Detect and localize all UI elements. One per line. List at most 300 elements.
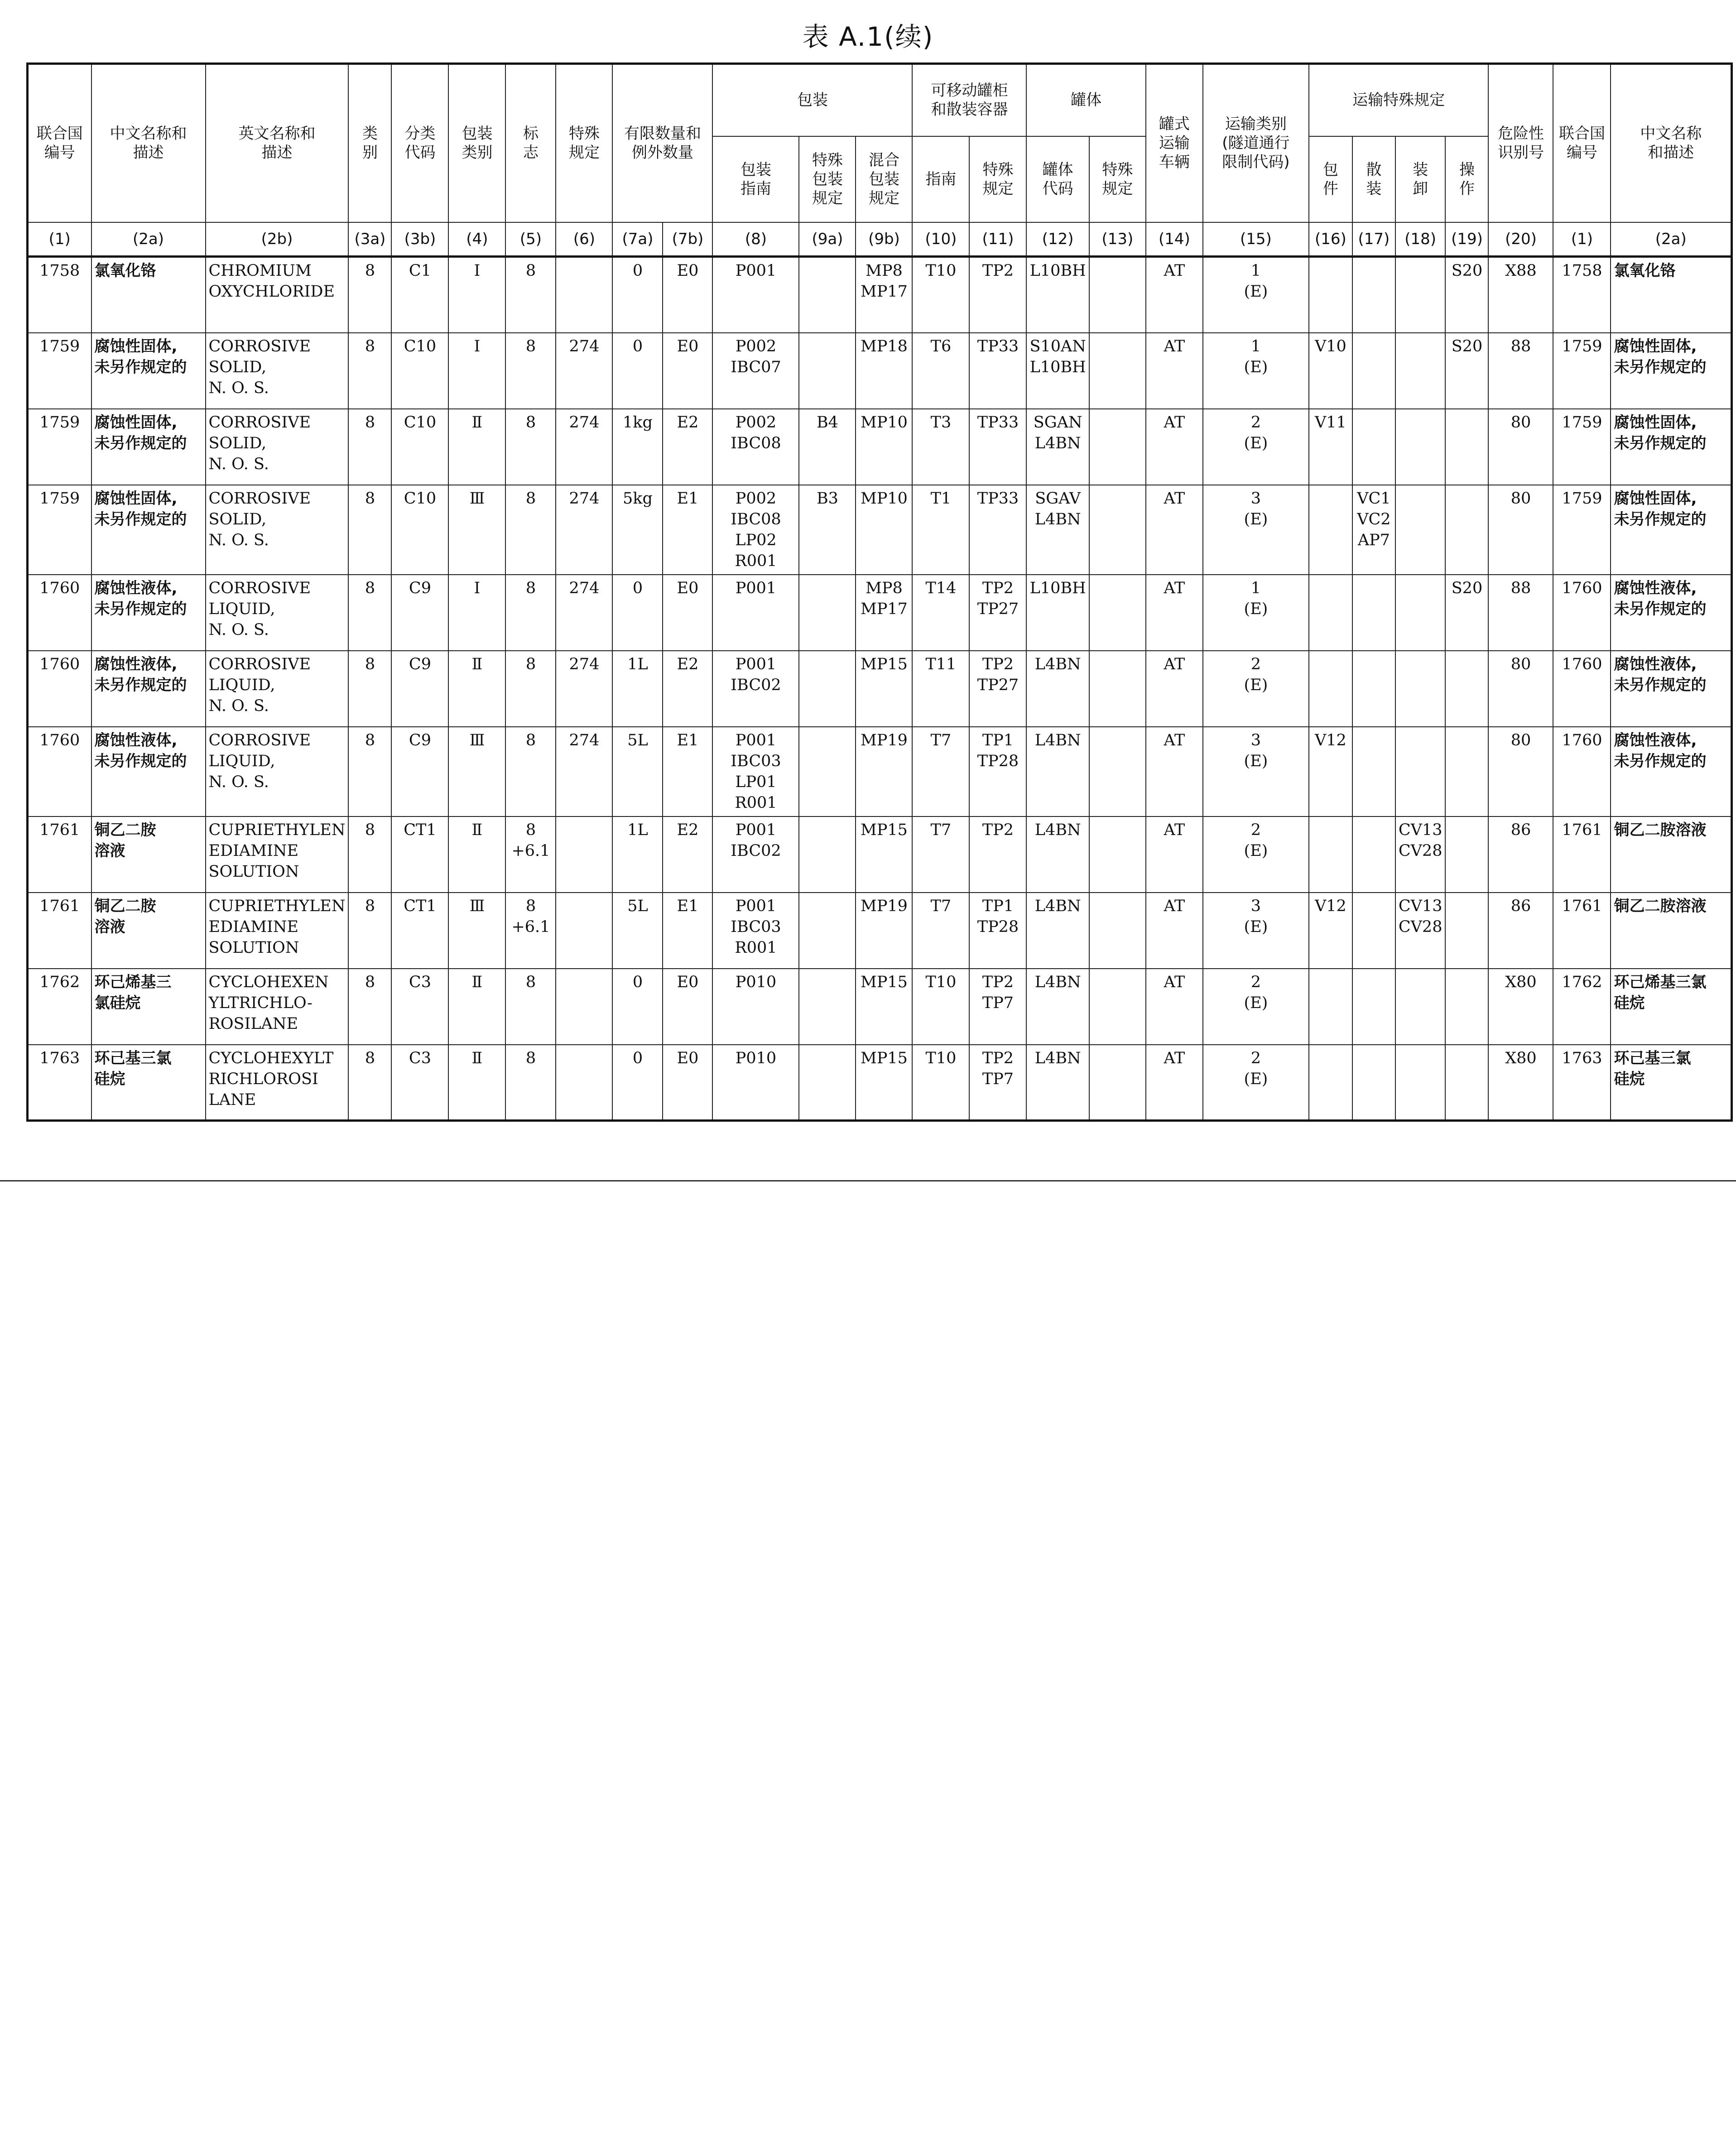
- table-cell: 80: [1488, 485, 1553, 575]
- table-cell: 80: [1488, 409, 1553, 485]
- table-cell: MP15: [856, 816, 912, 893]
- table-cell: 1761: [1553, 816, 1611, 893]
- table-cell: 3 (E): [1203, 727, 1309, 816]
- table-row: [28, 969, 1732, 1045]
- header-operation: 操 作: [1445, 136, 1488, 222]
- table-cell: 0: [612, 969, 663, 1045]
- table-cell: X80: [1488, 1045, 1553, 1121]
- table-cell: [799, 893, 856, 969]
- table-cell: [1395, 651, 1446, 727]
- table-cell: 88: [1488, 575, 1553, 651]
- table-cell: I: [448, 333, 505, 409]
- column-number: (1): [28, 222, 91, 257]
- table-cell: Ⅲ: [448, 893, 505, 969]
- table-cell: P002 IBC07: [712, 333, 799, 409]
- header-packing-group: 包装 类别: [448, 64, 505, 222]
- column-number: (8): [712, 222, 799, 257]
- table-cell: L4BN: [1026, 816, 1089, 893]
- table-cell: 8 +6.1: [505, 816, 556, 893]
- table-cell: [1352, 969, 1395, 1045]
- table-cell: [1395, 1045, 1446, 1121]
- table-cell: T7: [912, 727, 969, 816]
- table-cell: AT: [1146, 651, 1203, 727]
- table-cell: C10: [391, 485, 448, 575]
- table-cell: P001: [712, 257, 799, 333]
- table-cell: [556, 1045, 612, 1121]
- table-cell: I: [448, 575, 505, 651]
- table-cell: 3 (E): [1203, 893, 1309, 969]
- table-cell: 1759: [28, 485, 91, 575]
- table-cell: CT1: [391, 816, 448, 893]
- table-cell: 88: [1488, 333, 1553, 409]
- table-cell: 铜乙二胺 溶液: [91, 893, 206, 969]
- table-cell: 274: [556, 575, 612, 651]
- table-cell: [1395, 727, 1446, 816]
- table-cell: P001 IBC03 LP01 R001: [712, 727, 799, 816]
- table-cell: 1759: [28, 409, 91, 485]
- table-cell: CORROSIVE LIQUID, N. O. S.: [206, 727, 349, 816]
- dangerous-goods-table: [26, 62, 1733, 1122]
- table-cell: [1445, 893, 1488, 969]
- table-cell: 1760: [28, 651, 91, 727]
- table-cell: 8: [505, 727, 556, 816]
- table-cell: 5L: [612, 727, 663, 816]
- table-cell: T10: [912, 257, 969, 333]
- table-cell: 腐蚀性液体, 未另作规定的: [91, 651, 206, 727]
- table-cell: I: [448, 257, 505, 333]
- table-cell: 86: [1488, 893, 1553, 969]
- table-cell: TP33: [969, 485, 1026, 575]
- table-cell: [799, 333, 856, 409]
- table-cell: X80: [1488, 969, 1553, 1045]
- table-cell: E1: [663, 485, 712, 575]
- table-cell: C9: [391, 727, 448, 816]
- table-cell: V11: [1309, 409, 1352, 485]
- table-cell: 2 (E): [1203, 1045, 1309, 1121]
- column-number: (19): [1445, 222, 1488, 257]
- table-cell: [1445, 651, 1488, 727]
- table-cell: [1445, 727, 1488, 816]
- header-portable-tanks: 可移动罐柜 和散装容器: [912, 64, 1026, 136]
- table-row: [28, 651, 1732, 727]
- table-cell: 1762: [1553, 969, 1611, 1045]
- table-cell: CORROSIVE SOLID, N. O. S.: [206, 485, 349, 575]
- column-number: (13): [1089, 222, 1146, 257]
- header-un-no: 联合国 编号: [28, 64, 91, 222]
- table-cell: [1089, 333, 1146, 409]
- table-cell: P010: [712, 1045, 799, 1121]
- table-cell: 2 (E): [1203, 969, 1309, 1045]
- column-number: (3b): [391, 222, 448, 257]
- table-cell: 氯氧化铬: [1611, 257, 1731, 333]
- table-cell: MP8 MP17: [856, 257, 912, 333]
- table-cell: CORROSIVE SOLID, N. O. S.: [206, 409, 349, 485]
- header-labels: 标 志: [505, 64, 556, 222]
- header-class-code: 分类 代码: [391, 64, 448, 222]
- table-cell: [1352, 893, 1395, 969]
- table-cell: [556, 257, 612, 333]
- table-cell: 80: [1488, 727, 1553, 816]
- table-cell: C3: [391, 969, 448, 1045]
- table-cell: 274: [556, 409, 612, 485]
- table-cell: S20: [1445, 333, 1488, 409]
- table-cell: 8: [348, 409, 391, 485]
- table-cell: [1089, 1045, 1146, 1121]
- table-cell: [1309, 816, 1352, 893]
- table-cell: TP2 TP7: [969, 969, 1026, 1045]
- table-cell: [799, 651, 856, 727]
- table-cell: TP2 TP27: [969, 575, 1026, 651]
- table-cell: 5kg: [612, 485, 663, 575]
- table-body: [28, 257, 1732, 1121]
- table-cell: Ⅲ: [448, 727, 505, 816]
- table-cell: 1759: [28, 333, 91, 409]
- table-cell: T7: [912, 893, 969, 969]
- column-number: (12): [1026, 222, 1089, 257]
- table-cell: TP33: [969, 333, 1026, 409]
- table-cell: [1309, 651, 1352, 727]
- header-special-transport: 运输特殊规定: [1309, 64, 1489, 136]
- table-cell: 1 (E): [1203, 575, 1309, 651]
- table-cell: 1758: [28, 257, 91, 333]
- column-number: (15): [1203, 222, 1309, 257]
- table-cell: E2: [663, 816, 712, 893]
- table-cell: [1089, 575, 1146, 651]
- table-cell: L4BN: [1026, 1045, 1089, 1121]
- table-cell: 8: [505, 1045, 556, 1121]
- table-cell: 8: [348, 575, 391, 651]
- header-transport-category: 运输类别 (隧道通行 限制代码): [1203, 64, 1309, 222]
- table-cell: 腐蚀性液体, 未另作规定的: [1611, 575, 1731, 651]
- table-cell: [1445, 409, 1488, 485]
- table-cell: 8: [505, 575, 556, 651]
- table-cell: CUPRIETHYLEN EDIAMINE SOLUTION: [206, 893, 349, 969]
- table-cell: [1309, 485, 1352, 575]
- header-pack-instructions: 包装 指南: [712, 136, 799, 222]
- table-cell: 0: [612, 575, 663, 651]
- table-cell: C10: [391, 409, 448, 485]
- table-cell: MP15: [856, 969, 912, 1045]
- table-cell: TP2 TP27: [969, 651, 1026, 727]
- table-cell: 8: [348, 727, 391, 816]
- table-cell: T11: [912, 651, 969, 727]
- table-cell: [1089, 409, 1146, 485]
- header-special-packing: 特殊 包装 规定: [799, 136, 856, 222]
- table-cell: CT1: [391, 893, 448, 969]
- table-row: [28, 485, 1732, 575]
- table-cell: 1761: [1553, 893, 1611, 969]
- table-cell: 274: [556, 333, 612, 409]
- header-bulk: 散 装: [1352, 136, 1395, 222]
- table-cell: 274: [556, 727, 612, 816]
- table-cell: E0: [663, 257, 712, 333]
- table-cell: C9: [391, 651, 448, 727]
- table-cell: S20: [1445, 257, 1488, 333]
- table-cell: [1089, 727, 1146, 816]
- table-cell: [1309, 575, 1352, 651]
- table-cell: 腐蚀性固体, 未另作规定的: [1611, 485, 1731, 575]
- header-tanks: 罐体: [1026, 64, 1145, 136]
- table-cell: P001 IBC03 R001: [712, 893, 799, 969]
- header-hazard-id: 危险性 识别号: [1488, 64, 1553, 222]
- table-cell: Ⅱ: [448, 816, 505, 893]
- table-cell: CUPRIETHYLEN EDIAMINE SOLUTION: [206, 816, 349, 893]
- table-cell: L4BN: [1026, 727, 1089, 816]
- table-cell: 腐蚀性固体, 未另作规定的: [1611, 409, 1731, 485]
- table-cell: E0: [663, 333, 712, 409]
- table-cell: B4: [799, 409, 856, 485]
- table-cell: AT: [1146, 333, 1203, 409]
- table-cell: P002 IBC08 LP02 R001: [712, 485, 799, 575]
- table-cell: 8: [348, 969, 391, 1045]
- table-cell: 1759: [1553, 485, 1611, 575]
- table-cell: CORROSIVE SOLID, N. O. S.: [206, 333, 349, 409]
- table-cell: CHROMIUM OXYCHLORIDE: [206, 257, 349, 333]
- table-cell: 腐蚀性液体, 未另作规定的: [91, 575, 206, 651]
- table-cell: TP2: [969, 257, 1026, 333]
- table-cell: [1352, 409, 1395, 485]
- table-cell: CV13 CV28: [1395, 893, 1446, 969]
- table-cell: E2: [663, 651, 712, 727]
- table-cell: CV13 CV28: [1395, 816, 1446, 893]
- table-cell: 铜乙二胺溶液: [1611, 893, 1731, 969]
- table-cell: [1352, 816, 1395, 893]
- table-cell: 腐蚀性固体, 未另作规定的: [1611, 333, 1731, 409]
- table-cell: [799, 816, 856, 893]
- table-cell: MP8 MP17: [856, 575, 912, 651]
- table-cell: [1445, 1045, 1488, 1121]
- table-cell: Ⅲ: [448, 485, 505, 575]
- table-cell: [556, 969, 612, 1045]
- table-cell: 8: [348, 816, 391, 893]
- table-cell: P010: [712, 969, 799, 1045]
- table-cell: 8: [505, 485, 556, 575]
- table-cell: 5L: [612, 893, 663, 969]
- table-cell: [1089, 893, 1146, 969]
- table-cell: [1089, 651, 1146, 727]
- table-cell: 8: [505, 651, 556, 727]
- table-cell: 8: [348, 485, 391, 575]
- table-cell: T1: [912, 485, 969, 575]
- header-class: 类 别: [348, 64, 391, 222]
- table-cell: 1 (E): [1203, 257, 1309, 333]
- table-cell: 274: [556, 485, 612, 575]
- table-cell: 1760: [28, 727, 91, 816]
- table-row: [28, 333, 1732, 409]
- table-cell: P001: [712, 575, 799, 651]
- table-cell: 274: [556, 651, 612, 727]
- table-cell: T14: [912, 575, 969, 651]
- dangerous-goods-table-wrapper: [26, 62, 1733, 1122]
- table-cell: 8: [505, 409, 556, 485]
- table-cell: [1395, 409, 1446, 485]
- table-cell: 2 (E): [1203, 409, 1309, 485]
- table-cell: 8: [348, 257, 391, 333]
- table-cell: TP1 TP28: [969, 727, 1026, 816]
- table-cell: 8: [348, 1045, 391, 1121]
- table-cell: [1445, 485, 1488, 575]
- table-cell: 腐蚀性固体, 未另作规定的: [91, 409, 206, 485]
- column-number: (14): [1146, 222, 1203, 257]
- header-tank-code: 罐体 代码: [1026, 136, 1089, 222]
- table-cell: [799, 1045, 856, 1121]
- table-cell: 铜乙二胺 溶液: [91, 816, 206, 893]
- table-cell: E0: [663, 1045, 712, 1121]
- table-title: 表 A.1(续): [802, 21, 934, 52]
- table-cell: 环己烯基三 氯硅烷: [91, 969, 206, 1045]
- table-cell: 80: [1488, 651, 1553, 727]
- table-cell: MP15: [856, 1045, 912, 1121]
- table-cell: [1352, 651, 1395, 727]
- table-cell: V10: [1309, 333, 1352, 409]
- header-limited-quantity: 有限数量和 例外数量: [612, 64, 712, 222]
- table-cell: TP33: [969, 409, 1026, 485]
- table-cell: 腐蚀性液体, 未另作规定的: [1611, 651, 1731, 727]
- table-row: [28, 257, 1732, 333]
- table-cell: [1089, 816, 1146, 893]
- table-cell: 腐蚀性固体, 未另作规定的: [91, 333, 206, 409]
- table-cell: [1309, 257, 1352, 333]
- table-cell: MP15: [856, 651, 912, 727]
- table-cell: 2 (E): [1203, 651, 1309, 727]
- table-cell: AT: [1146, 969, 1203, 1045]
- table-cell: 0: [612, 1045, 663, 1121]
- table-cell: 8: [348, 333, 391, 409]
- header-mixed-packing: 混合 包装 规定: [856, 136, 912, 222]
- column-number: (9b): [856, 222, 912, 257]
- table-cell: AT: [1146, 257, 1203, 333]
- table-cell: AT: [1146, 1045, 1203, 1121]
- table-cell: SGAV L4BN: [1026, 485, 1089, 575]
- column-number: (17): [1352, 222, 1395, 257]
- table-cell: [799, 727, 856, 816]
- table-cell: B3: [799, 485, 856, 575]
- table-cell: TP2 TP7: [969, 1045, 1026, 1121]
- table-cell: [1309, 1045, 1352, 1121]
- table-cell: [1352, 575, 1395, 651]
- table-cell: L4BN: [1026, 651, 1089, 727]
- table-cell: 1760: [1553, 651, 1611, 727]
- table-cell: 8: [505, 333, 556, 409]
- table-cell: 环己基三氯 硅烷: [91, 1045, 206, 1121]
- table-cell: 环己烯基三氯 硅烷: [1611, 969, 1731, 1045]
- table-cell: P002 IBC08: [712, 409, 799, 485]
- table-cell: C1: [391, 257, 448, 333]
- column-number: (2b): [206, 222, 349, 257]
- table-cell: MP10: [856, 485, 912, 575]
- table-cell: L10BH: [1026, 575, 1089, 651]
- table-cell: S10AN L10BH: [1026, 333, 1089, 409]
- column-number: (7b): [663, 222, 712, 257]
- table-cell: AT: [1146, 485, 1203, 575]
- column-number-row: [28, 222, 1732, 257]
- table-cell: 腐蚀性固体, 未另作规定的: [91, 485, 206, 575]
- table-cell: T10: [912, 1045, 969, 1121]
- table-cell: E1: [663, 893, 712, 969]
- table-cell: 氯氧化铬: [91, 257, 206, 333]
- table-cell: C9: [391, 575, 448, 651]
- table-cell: L10BH: [1026, 257, 1089, 333]
- column-number: (7a): [612, 222, 663, 257]
- table-cell: 1kg: [612, 409, 663, 485]
- table-cell: [799, 969, 856, 1045]
- table-cell: E0: [663, 969, 712, 1045]
- column-number: (4): [448, 222, 505, 257]
- table-cell: TP1 TP28: [969, 893, 1026, 969]
- table-cell: MP19: [856, 893, 912, 969]
- table-cell: MP18: [856, 333, 912, 409]
- table-cell: 8: [505, 257, 556, 333]
- column-number: (16): [1309, 222, 1352, 257]
- table-cell: AT: [1146, 575, 1203, 651]
- table-cell: [1445, 816, 1488, 893]
- table-cell: 铜乙二胺溶液: [1611, 816, 1731, 893]
- table-cell: P001 IBC02: [712, 651, 799, 727]
- table-cell: TP2: [969, 816, 1026, 893]
- header-name-zh: 中文名称和 描述: [91, 64, 206, 222]
- table-cell: AT: [1146, 893, 1203, 969]
- table-cell: CORROSIVE LIQUID, N. O. S.: [206, 651, 349, 727]
- column-number: (9a): [799, 222, 856, 257]
- table-cell: 8 +6.1: [505, 893, 556, 969]
- table-cell: [799, 257, 856, 333]
- table-cell: 1761: [28, 893, 91, 969]
- table-cell: 8: [348, 651, 391, 727]
- table-cell: [1352, 257, 1395, 333]
- table-cell: MP10: [856, 409, 912, 485]
- table-cell: C3: [391, 1045, 448, 1121]
- table-cell: [556, 816, 612, 893]
- table-cell: Ⅱ: [448, 969, 505, 1045]
- table-cell: 1763: [28, 1045, 91, 1121]
- table-cell: E0: [663, 575, 712, 651]
- table-cell: 8: [348, 893, 391, 969]
- table-row: [28, 893, 1732, 969]
- table-cell: E2: [663, 409, 712, 485]
- column-number: (10): [912, 222, 969, 257]
- table-cell: 1L: [612, 816, 663, 893]
- table-cell: 2 (E): [1203, 816, 1309, 893]
- table-cell: 腐蚀性液体, 未另作规定的: [1611, 727, 1731, 816]
- header-packages: 包 件: [1309, 136, 1352, 222]
- table-cell: 86: [1488, 816, 1553, 893]
- table-cell: SGAN L4BN: [1026, 409, 1089, 485]
- table-cell: [1352, 333, 1395, 409]
- table-cell: CYCLOHEXYLT RICHLOROSI LANE: [206, 1045, 349, 1121]
- table-cell: AT: [1146, 727, 1203, 816]
- header-portable-special: 特殊 规定: [969, 136, 1026, 222]
- table-cell: [799, 575, 856, 651]
- table-cell: AT: [1146, 816, 1203, 893]
- table-cell: 1758: [1553, 257, 1611, 333]
- header-un-no-2: 联合国 编号: [1553, 64, 1611, 222]
- column-number: (2a): [1611, 222, 1731, 257]
- table-cell: [1352, 727, 1395, 816]
- table-row: [28, 575, 1732, 651]
- column-number: (5): [505, 222, 556, 257]
- column-number: (20): [1488, 222, 1553, 257]
- table-cell: [1395, 575, 1446, 651]
- table-cell: T7: [912, 816, 969, 893]
- table-header: [28, 64, 1732, 257]
- table-cell: 腐蚀性液体, 未另作规定的: [91, 727, 206, 816]
- table-cell: AT: [1146, 409, 1203, 485]
- table-cell: [1445, 969, 1488, 1045]
- column-number: (18): [1395, 222, 1446, 257]
- table-cell: Ⅱ: [448, 651, 505, 727]
- column-number: (1): [1553, 222, 1611, 257]
- table-cell: E1: [663, 727, 712, 816]
